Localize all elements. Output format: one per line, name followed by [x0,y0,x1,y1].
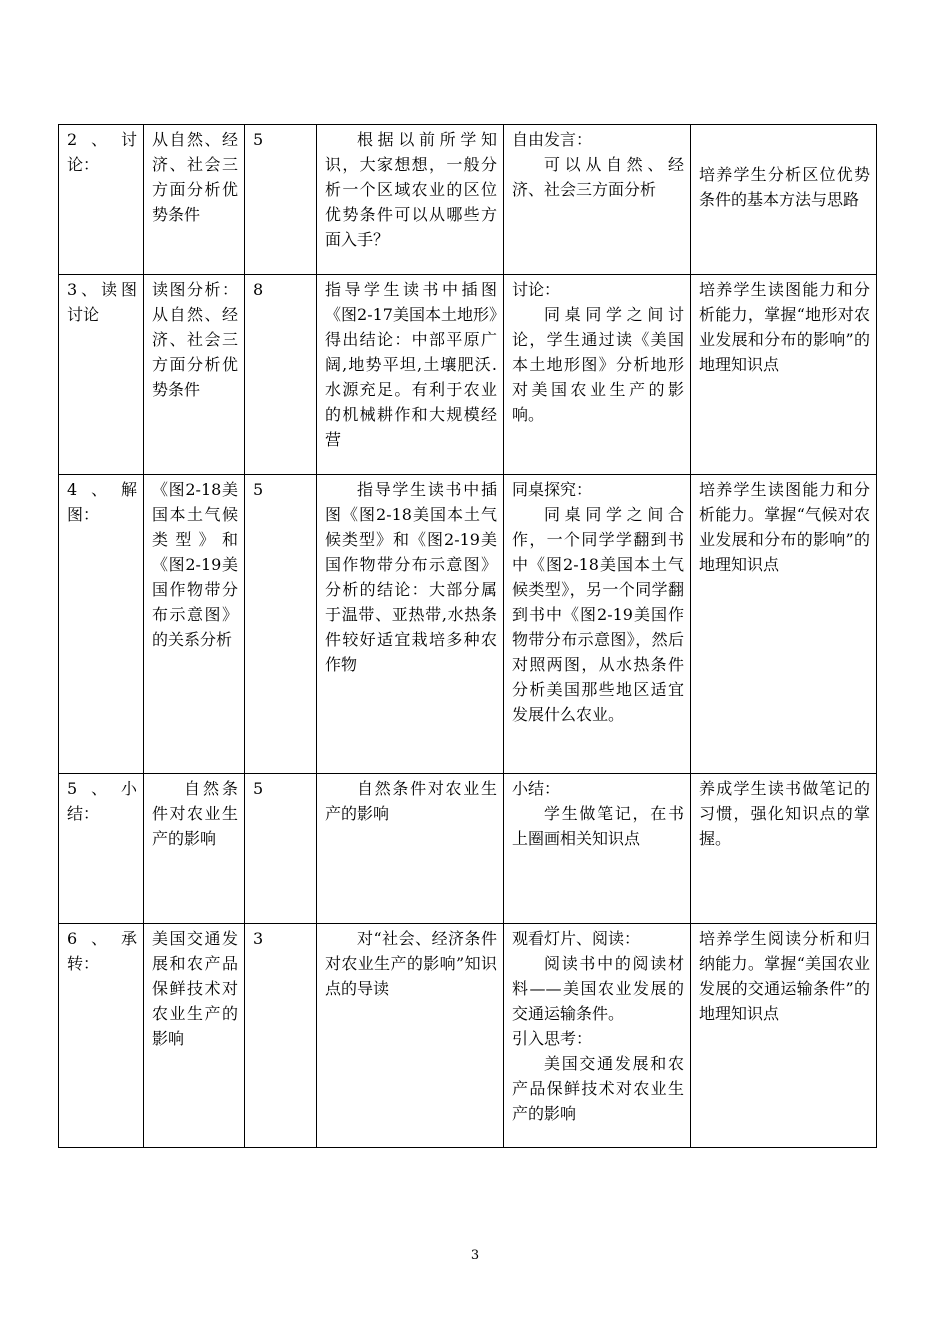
page-number: 3 [470,1248,480,1263]
student-activity-body: 同桌同学之间讨论，学生通过读《美国本土地形图》分析地形对美国农业生产的影响。 [512,305,684,424]
content-cell: 从自然、经济、社会三方面分析优势条件 [144,125,245,275]
student-activity-heading-2: 引入思考： [512,1029,593,1048]
time-cell: 5 [245,125,317,275]
step-cell: 5、小结： [59,774,144,924]
purpose-cell: 培养学生分析区位优势条件的基本方法与思路 [691,125,877,275]
purpose-cell: 培养学生读图能力和分析能力，掌握“地形对农业发展和分布的影响”的地理知识点 [691,275,877,475]
step-cell: 6、承转： [59,924,144,1148]
table-row [59,125,877,275]
student-activity-body: 学生做笔记，在书上圈画相关知识点 [512,804,684,848]
step-cell: 4、解图： [59,475,144,774]
student-activity-body-2: 美国交通发展和农产品保鲜技术对农业生产的影响 [512,1054,684,1123]
teacher-activity-cell: 根据以前所学知识，大家想想，一般分析一个区域农业的区位优势条件可以从哪些方面入手？ [317,125,504,275]
purpose-cell: 培养学生读图能力和分析能力。掌握“气候对农业发展和分布的影响”的地理知识点 [691,475,877,774]
teacher-activity-cell: 对“社会、经济条件对农业生产的影响”知识点的导读 [317,924,504,1148]
time-cell: 8 [245,275,317,475]
student-activity-cell [504,475,691,774]
student-activity-cell [504,125,691,275]
student-activity-heading: 小结： [512,779,561,798]
content-cell: 读图分析：从自然、经济、社会三方面分析优势条件 [144,275,245,475]
student-activity-body: 可以从自然、经济、社会三方面分析 [512,155,684,199]
content-cell: 《图2-18美国本土气候类型》和《图2-19美国作物带分布示意图》的关系分析 [144,475,245,774]
student-activity-body: 同桌同学之间合作，一个同学学翻到书中《图2-18美国本土气候类型》，另一个同学翻到书中《图2-19美国作物带分布示意图》，然后对照两图，从水热条件分析美国那些地区适宜发展什么农业。 [512,505,684,724]
step-cell: 3、读图讨论 [59,275,144,475]
student-activity-heading: 讨论： [512,280,561,299]
time-cell: 5 [245,475,317,774]
student-activity-heading: 观看灯片、阅读： [512,929,641,948]
content-cell: 自然条件对农业生产的影响 [144,774,245,924]
time-cell: 3 [245,924,317,1148]
table-row [59,275,877,475]
content-cell: 美国交通发展和农产品保鲜技术对农业生产的影响 [144,924,245,1148]
student-activity-cell [504,774,691,924]
teacher-activity-cell: 指导学生读书中插图《图2-17美国本土地形》得出结论：中部平原广阔,地势平坦,土壤肥沃.水源充足。有利于农业的机械耕作和大规模经营 [317,275,504,475]
table-row [59,924,877,1148]
student-activity-cell [504,924,691,1148]
lesson-plan-table [58,124,877,1148]
table-row [59,774,877,924]
table-row [59,475,877,774]
teacher-activity-cell: 指导学生读书中插图《图2-18美国本土气候类型》和《图2-19美国作物带分布示意图》分析的结论：大部分属于温带、亚热带,水热条件较好适宜栽培多种农作物 [317,475,504,774]
student-activity-cell [504,275,691,475]
purpose-cell: 养成学生读书做笔记的习惯，强化知识点的掌握。 [691,774,877,924]
purpose-cell: 培养学生阅读分析和归纳能力。掌握“美国农业发展的交通运输条件”的地理知识点 [691,924,877,1148]
teacher-activity-cell: 自然条件对农业生产的影响 [317,774,504,924]
student-activity-body: 阅读书中的阅读材料——美国农业发展的交通运输条件。 [512,954,684,1023]
student-activity-heading: 自由发言： [512,130,593,149]
step-cell: 2、讨论： [59,125,144,275]
student-activity-heading: 同桌探究： [512,480,593,499]
time-cell: 5 [245,774,317,924]
